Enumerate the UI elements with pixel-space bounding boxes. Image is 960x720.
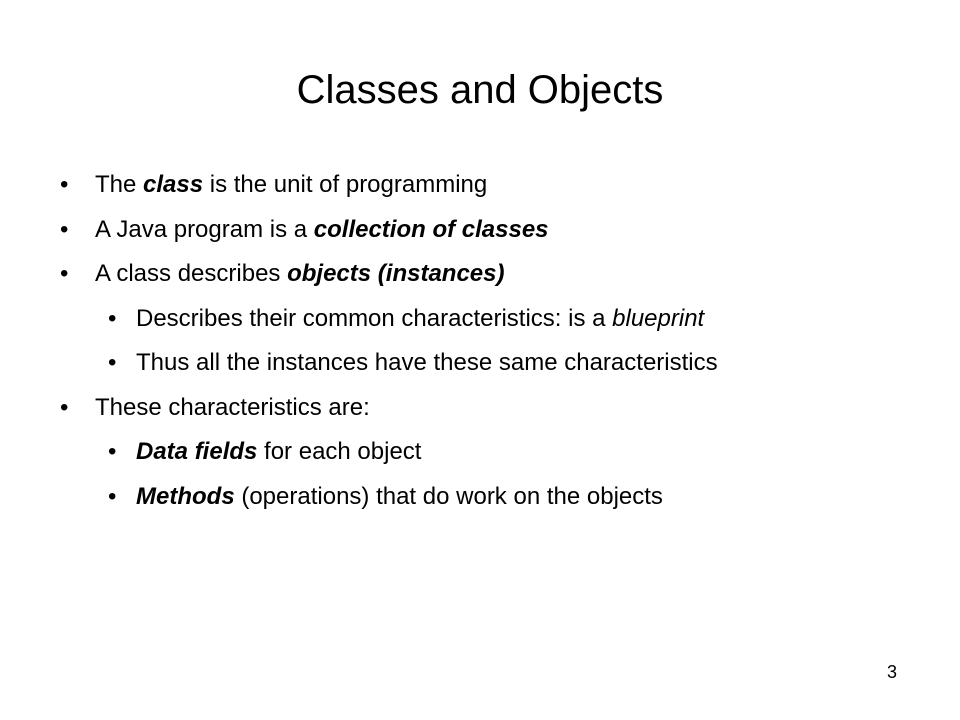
sub-bullet-item [60, 304, 940, 334]
text-run: A class describes [95, 260, 288, 287]
bullet-icon: • [108, 438, 117, 465]
italic-text: blueprint [612, 304, 705, 332]
text-run: (operations) that do work on the objects [234, 482, 663, 510]
bullet-icon: • [60, 393, 69, 421]
bullet-text [95, 393, 370, 423]
bullet-text [136, 304, 704, 334]
bullet-icon: • [60, 260, 69, 287]
bullet-text [95, 215, 549, 245]
emphasis-text: Methods [136, 482, 235, 510]
sub-bullet-item [60, 348, 940, 378]
text-run: is the unit of programming [203, 171, 488, 198]
text-run: These characteristics are: [95, 393, 370, 421]
bullet-icon: • [60, 171, 69, 198]
text-run: A Java program is a [95, 215, 314, 243]
bullet-text [136, 348, 718, 378]
bullet-list [60, 170, 940, 526]
slide-title: Classes and Objects [296, 68, 664, 112]
bullet-icon: • [108, 482, 117, 510]
text-run: Thus all the instances have these same characteristics [136, 349, 718, 376]
bullet-item [60, 215, 940, 245]
bullet-text [95, 170, 487, 200]
text-run: The [95, 171, 144, 198]
bullet-item [60, 259, 940, 289]
emphasis-text: objects (instances) [287, 260, 505, 287]
sub-bullet-item [60, 437, 940, 467]
bullet-item [60, 393, 940, 423]
emphasis-text: class [143, 171, 204, 198]
bullet-icon: • [108, 304, 117, 332]
sub-bullet-item [60, 482, 940, 512]
bullet-text [136, 437, 421, 467]
bullet-text [95, 259, 505, 289]
bullet-icon: • [108, 349, 117, 376]
bullet-item [60, 170, 940, 200]
bullet-icon: • [60, 215, 69, 243]
text-run: Describes their common characteristics: is a [136, 304, 613, 332]
emphasis-text: Data fields [136, 438, 258, 465]
emphasis-text: collection of classes [313, 215, 549, 243]
text-run: for each object [257, 438, 422, 465]
bullet-text [136, 482, 663, 512]
page-number: 3 [886, 662, 897, 682]
